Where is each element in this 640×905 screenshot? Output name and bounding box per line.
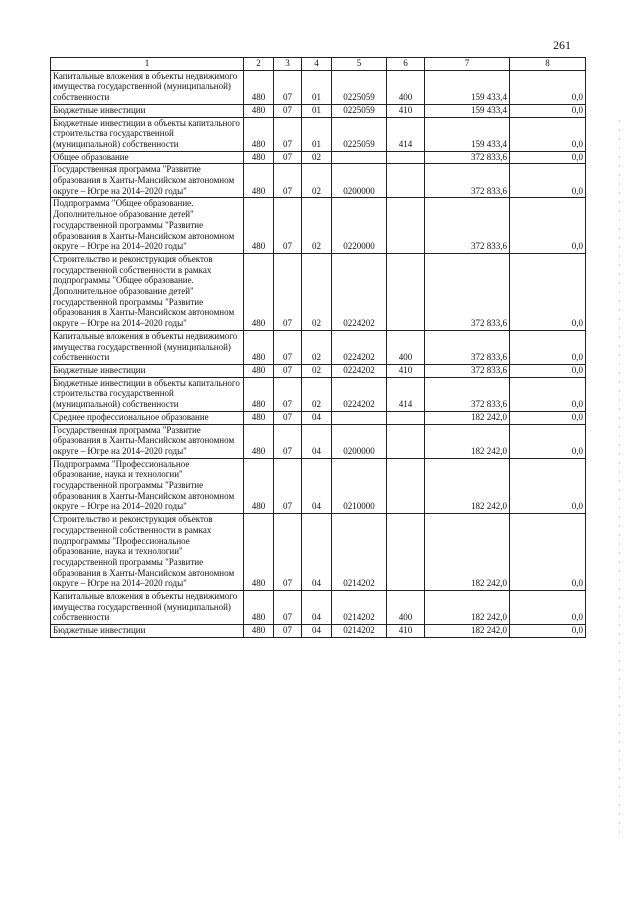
expense-type-cell — [387, 151, 425, 164]
code-cell: 480 — [244, 104, 274, 117]
amount-cell: 182 242,0 — [425, 591, 510, 625]
amount-cell: 182 242,0 — [425, 625, 510, 638]
table-row — [51, 70, 586, 104]
section-cell: 07 — [274, 458, 302, 514]
item-name-cell: Государственная программа "Развитие образования в Ханты-Мансийском автономном округе – Югре на 2014–2020 годы" — [51, 424, 244, 458]
target-article-cell: 0225059 — [332, 104, 387, 117]
header-row — [51, 58, 586, 71]
column-header-8: 8 — [510, 58, 586, 71]
target-article-cell: 0210000 — [332, 458, 387, 514]
amount-cell: 372 833,6 — [425, 377, 510, 411]
amount-cell: 372 833,6 — [425, 330, 510, 364]
item-name-cell: Капитальные вложения в объекты недвижимого имущества государственной (муниципальной) собственности — [51, 591, 244, 625]
amount-2-cell: 0,0 — [510, 253, 586, 330]
table-row — [51, 514, 586, 591]
item-name-cell: Капитальные вложения в объекты недвижимого имущества государственной (муниципальной) собственности — [51, 70, 244, 104]
section-cell: 07 — [274, 377, 302, 411]
budget-table — [50, 57, 586, 638]
amount-cell: 372 833,6 — [425, 253, 510, 330]
item-name-cell: Бюджетные инвестиции в объекты капитального строительства государственной (муниципальной) собственности — [51, 377, 244, 411]
section-cell: 07 — [274, 424, 302, 458]
subsection-cell: 02 — [302, 151, 332, 164]
section-cell: 07 — [274, 253, 302, 330]
code-cell: 480 — [244, 625, 274, 638]
amount-cell: 182 242,0 — [425, 458, 510, 514]
code-cell: 480 — [244, 458, 274, 514]
amount-cell: 372 833,6 — [425, 364, 510, 377]
section-cell: 07 — [274, 164, 302, 198]
table-row — [51, 591, 586, 625]
table-row — [51, 104, 586, 117]
subsection-cell: 02 — [302, 253, 332, 330]
section-cell: 07 — [274, 198, 302, 254]
item-name-cell: Строительство и реконструкция объектов государственной собственности в рамках подпрограммы "Общее образование. Дополнительное образование детей" государственной программы "Развитие образования в Ханты-Мансийском автономном округе – Югре на 2014–2020 годы" — [51, 253, 244, 330]
subsection-cell: 04 — [302, 591, 332, 625]
amount-2-cell: 0,0 — [510, 198, 586, 254]
section-cell: 07 — [274, 330, 302, 364]
code-cell: 480 — [244, 117, 274, 151]
subsection-cell: 02 — [302, 364, 332, 377]
subsection-cell: 01 — [302, 104, 332, 117]
expense-type-cell — [387, 411, 425, 424]
column-header-1: 1 — [51, 58, 244, 71]
amount-2-cell: 0,0 — [510, 104, 586, 117]
item-name-cell: Бюджетные инвестиции — [51, 625, 244, 638]
expense-type-cell — [387, 253, 425, 330]
amount-cell: 159 433,4 — [425, 117, 510, 151]
subsection-cell: 04 — [302, 411, 332, 424]
code-cell: 480 — [244, 198, 274, 254]
target-article-cell: 0224202 — [332, 377, 387, 411]
expense-type-cell: 410 — [387, 104, 425, 117]
target-article-cell: 0200000 — [332, 424, 387, 458]
target-article-cell: 0220000 — [332, 198, 387, 254]
table-row — [51, 198, 586, 254]
target-article-cell: 0224202 — [332, 253, 387, 330]
code-cell: 480 — [244, 364, 274, 377]
column-header-3: 3 — [274, 58, 302, 71]
subsection-cell: 02 — [302, 330, 332, 364]
item-name-cell: Бюджетные инвестиции — [51, 104, 244, 117]
amount-cell: 372 833,6 — [425, 198, 510, 254]
amount-2-cell: 0,0 — [510, 151, 586, 164]
section-cell: 07 — [274, 104, 302, 117]
item-name-cell: Подпрограмма "Общее образование. Дополнительное образование детей" государственной программы "Развитие образования в Ханты-Мансийском автономном округе – Югре на 2014–2020 годы" — [51, 198, 244, 254]
code-cell: 480 — [244, 591, 274, 625]
code-cell: 480 — [244, 151, 274, 164]
section-cell: 07 — [274, 591, 302, 625]
code-cell: 480 — [244, 377, 274, 411]
subsection-cell: 04 — [302, 458, 332, 514]
amount-2-cell: 0,0 — [510, 377, 586, 411]
amount-2-cell: 0,0 — [510, 117, 586, 151]
item-name-cell: Бюджетные инвестиции — [51, 364, 244, 377]
code-cell: 480 — [244, 514, 274, 591]
subsection-cell: 01 — [302, 70, 332, 104]
expense-type-cell: 410 — [387, 625, 425, 638]
amount-cell: 159 433,4 — [425, 104, 510, 117]
amount-cell: 182 242,0 — [425, 424, 510, 458]
code-cell: 480 — [244, 164, 274, 198]
table-row — [51, 424, 586, 458]
column-header-6: 6 — [387, 58, 425, 71]
column-header-2: 2 — [244, 58, 274, 71]
column-header-4: 4 — [302, 58, 332, 71]
section-cell: 07 — [274, 70, 302, 104]
item-name-cell: Общее образование — [51, 151, 244, 164]
amount-2-cell: 0,0 — [510, 514, 586, 591]
expense-type-cell: 414 — [387, 377, 425, 411]
code-cell: 480 — [244, 70, 274, 104]
amount-2-cell: 0,0 — [510, 411, 586, 424]
column-header-5: 5 — [332, 58, 387, 71]
amount-2-cell: 0,0 — [510, 591, 586, 625]
section-cell: 07 — [274, 625, 302, 638]
target-article-cell: 0214202 — [332, 591, 387, 625]
subsection-cell: 02 — [302, 164, 332, 198]
table-row — [51, 253, 586, 330]
amount-2-cell: 0,0 — [510, 364, 586, 377]
expense-type-cell: 410 — [387, 364, 425, 377]
target-article-cell: 0225059 — [332, 117, 387, 151]
amount-cell: 182 242,0 — [425, 411, 510, 424]
target-article-cell: 0224202 — [332, 364, 387, 377]
expense-type-cell — [387, 458, 425, 514]
code-cell: 480 — [244, 253, 274, 330]
expense-type-cell: 400 — [387, 70, 425, 104]
amount-2-cell: 0,0 — [510, 164, 586, 198]
section-cell: 07 — [274, 151, 302, 164]
item-name-cell: Бюджетные инвестиции в объекты капитального строительства государственной (муниципальной) собственности — [51, 117, 244, 151]
expense-type-cell: 400 — [387, 591, 425, 625]
expense-type-cell: 414 — [387, 117, 425, 151]
subsection-cell: 01 — [302, 117, 332, 151]
table-row — [51, 377, 586, 411]
expense-type-cell: 400 — [387, 330, 425, 364]
item-name-cell: Среднее профессиональное образование — [51, 411, 244, 424]
section-cell: 07 — [274, 117, 302, 151]
target-article-cell: 0224202 — [332, 330, 387, 364]
amount-cell: 372 833,6 — [425, 164, 510, 198]
table-row — [51, 411, 586, 424]
expense-type-cell — [387, 514, 425, 591]
target-article-cell — [332, 411, 387, 424]
section-cell: 07 — [274, 364, 302, 377]
table-row — [51, 151, 586, 164]
section-cell: 07 — [274, 514, 302, 591]
target-article-cell: 0214202 — [332, 625, 387, 638]
subsection-cell: 02 — [302, 198, 332, 254]
code-cell: 480 — [244, 330, 274, 364]
scan-margin-line — [619, 120, 620, 840]
amount-cell: 372 833,6 — [425, 151, 510, 164]
table-row — [51, 625, 586, 638]
amount-cell: 182 242,0 — [425, 514, 510, 591]
target-article-cell: 0225059 — [332, 70, 387, 104]
subsection-cell: 04 — [302, 514, 332, 591]
table-row — [51, 117, 586, 151]
amount-2-cell: 0,0 — [510, 625, 586, 638]
target-article-cell — [332, 151, 387, 164]
code-cell: 480 — [244, 424, 274, 458]
table-row — [51, 458, 586, 514]
target-article-cell: 0214202 — [332, 514, 387, 591]
target-article-cell: 0200000 — [332, 164, 387, 198]
amount-2-cell: 0,0 — [510, 70, 586, 104]
column-header-7: 7 — [425, 58, 510, 71]
subsection-cell: 04 — [302, 424, 332, 458]
table-row — [51, 364, 586, 377]
subsection-cell: 02 — [302, 377, 332, 411]
amount-2-cell: 0,0 — [510, 458, 586, 514]
amount-cell: 159 433,4 — [425, 70, 510, 104]
table-row — [51, 330, 586, 364]
page-number: 261 — [553, 38, 571, 52]
expense-type-cell — [387, 424, 425, 458]
item-name-cell: Строительство и реконструкция объектов государственной собственности в рамках подпрограммы "Профессиональное образование, наука и технологии" государственной программы "Развитие образования в Ханты-Мансийском автономном округе – Югре на 2014–2020 годы" — [51, 514, 244, 591]
item-name-cell: Капитальные вложения в объекты недвижимого имущества государственной (муниципальной) собственности — [51, 330, 244, 364]
section-cell: 07 — [274, 411, 302, 424]
table-row — [51, 164, 586, 198]
table-body — [51, 70, 586, 637]
expense-type-cell — [387, 164, 425, 198]
item-name-cell: Подпрограмма "Профессиональное образование, наука и технологии" государственной программы "Развитие образования в Ханты-Мансийском автономном округе – Югре на 2014–2020 годы" — [51, 458, 244, 514]
code-cell: 480 — [244, 411, 274, 424]
item-name-cell: Государственная программа "Развитие образования в Ханты-Мансийском автономном округе – Югре на 2014–2020 годы" — [51, 164, 244, 198]
amount-2-cell: 0,0 — [510, 424, 586, 458]
subsection-cell: 04 — [302, 625, 332, 638]
amount-2-cell: 0,0 — [510, 330, 586, 364]
expense-type-cell — [387, 198, 425, 254]
